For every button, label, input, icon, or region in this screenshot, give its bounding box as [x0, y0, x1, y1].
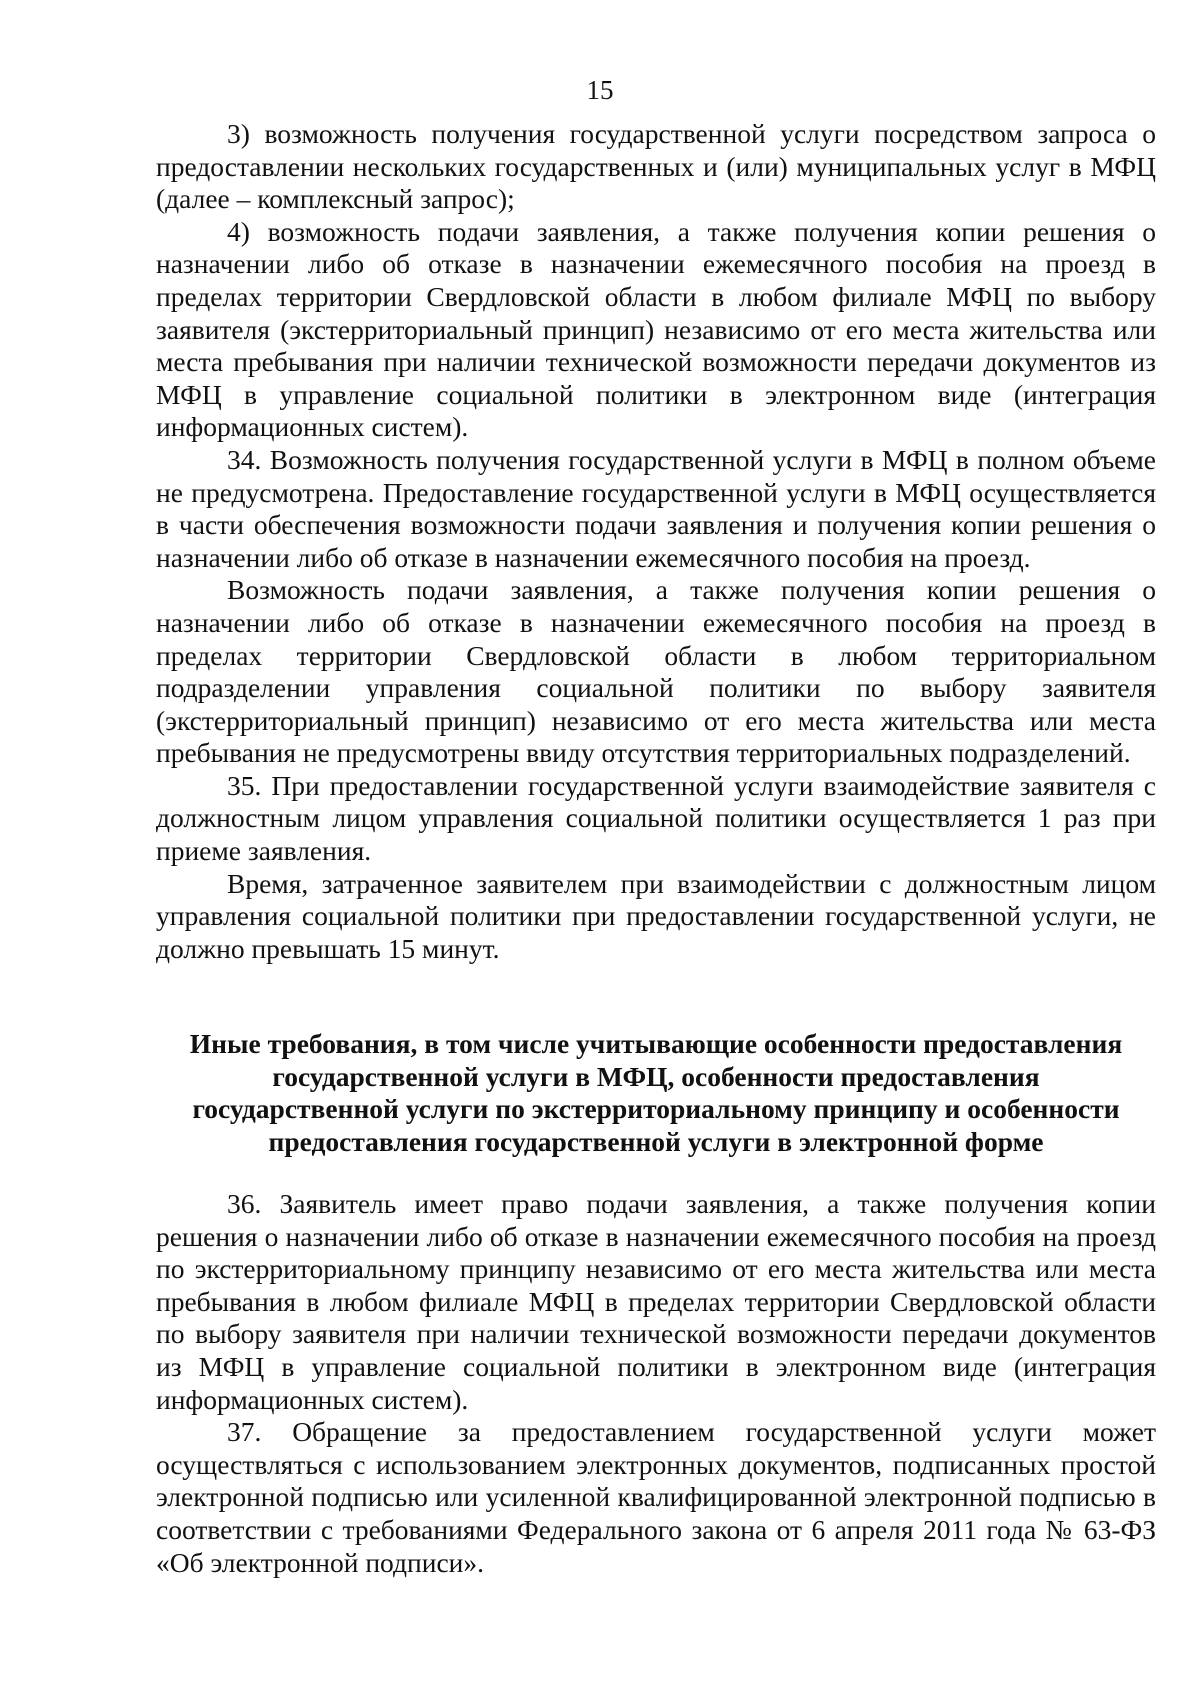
- section-heading-line: Иные требования, в том числе учитывающие особенности предоставления: [189, 1028, 1123, 1059]
- paragraph-35-continuation: Время, затраченное заявителем при взаимодействии с должностным лицом управления социальной политики при предоставлении государственной услуги, не должно превышать 15 минут.: [156, 867, 1156, 964]
- paragraph-34: 34. Возможность получения государственной услуги в МФЦ в полном объеме не предусмотрена. Предоставление государственной услуги в МФЦ осуществляется в части обеспечения возможности подачи заявления и получения копии решения о назначении либо об отказе в назначении ежемесячного пособия на проезд.: [156, 443, 1156, 573]
- paragraph-item-4: 4) возможность подачи заявления, а также получения копии решения о назначении либо об отказе в назначении ежемесячного пособия на проезд в пределах территории Свердловской области в любом филиале МФЦ по выбору заявителя (экстерриториальный принцип) независимо от его места жительства или места пребывания при наличии технической возможности передачи документов из МФЦ в управление социальной политики в электронном виде (интеграция информационных систем).: [156, 215, 1156, 443]
- paragraph-37: 37. Обращение за предоставлением государственной услуги может осуществляться с использованием электронных документов, подписанных простой электронной подписью или усиленной квалифицированной электронной подписью в соответствии с требованиями Федерального закона от 6 апреля 2011 года № 63-ФЗ «Об электронной подписи».: [156, 1416, 1156, 1578]
- paragraph-36: 36. Заявитель имеет право подачи заявления, а также получения копии решения о назначении либо об отказе в назначении ежемесячного пособия на проезд по экстерриториальному принципу независимо от его места жительства или места пребывания в любом филиале МФЦ в пределах территории Свердловской области по выбору заявителя при наличии технической возможности передачи документов из МФЦ в управление социальной политики в электронном виде (интеграция информационных систем).: [156, 1188, 1156, 1415]
- paragraph-item-3: 3) возможность получения государственной услуги посредством запроса о предоставлении нескольких государственных и (или) муниципальных услуг в МФЦ (далее – комплексный запрос);: [156, 118, 1156, 215]
- paragraph-35: 35. При предоставлении государственной услуги взаимодействие заявителя с должностным лицом управления социальной политики осуществляется 1 раз при приеме заявления.: [156, 769, 1156, 867]
- section-heading-line: государственной услуги в МФЦ, особенности предоставления: [272, 1060, 1040, 1092]
- section-heading-line: государственной услуги по экстерриториальному принципу и особенности: [192, 1093, 1120, 1125]
- section-heading-line: предоставления государственной услуги в электронной форме: [268, 1125, 1044, 1157]
- section-heading: [156, 1028, 1156, 1158]
- paragraph-34-continuation: Возможность подачи заявления, а также получения копии решения о назначении либо об отказе в назначении ежемесячного пособия на проезд в пределах территории Свердловской области в любом территориальном подразделении управления социальной политики по выбору заявителя (экстерриториальный принцип) независимо от его места жительства или места пребывания не предусмотрены ввиду отсутствия территориальных подразделений.: [156, 574, 1156, 769]
- body-text-top: [156, 118, 1156, 965]
- page-number: 15: [586, 75, 614, 105]
- body-text-bottom: [156, 1188, 1156, 1579]
